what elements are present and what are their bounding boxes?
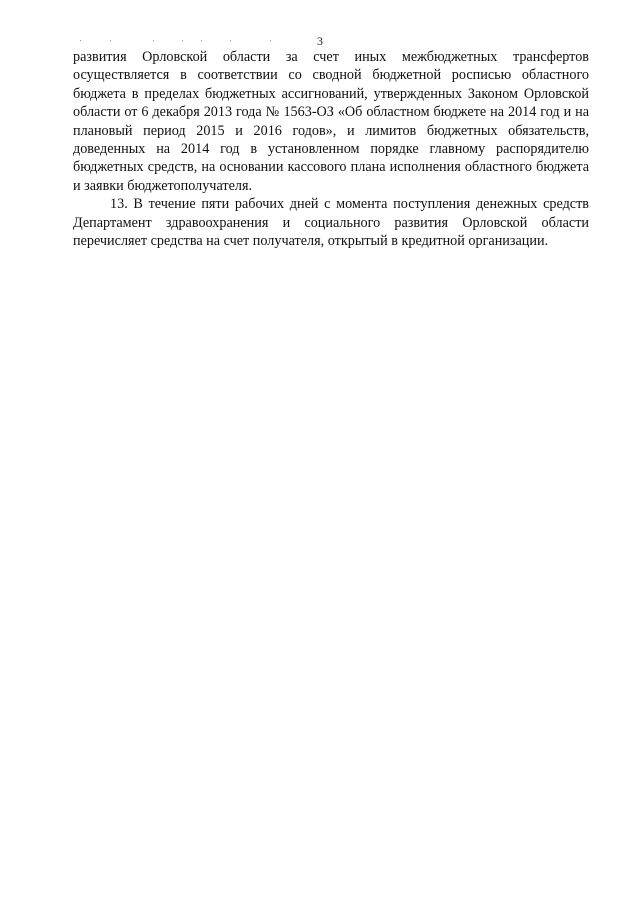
page-number: 3 <box>317 34 323 48</box>
paragraph-continuation: развития Орловской области за счет иных межбюджетных трансфертов осуществляется в соответствии со сводной бюджетной росписью областного бюджета в пределах бюджетных ассигнований, утвержденных Законом Орловской области от 6 декабря 2013 года № 1563-ОЗ «Об областном бюджете на 2014 год и на плановый период 2015 и 2016 годов», и лимитов бюджетных обязательств, доведенных на 2014 год в установленном порядке главному распорядителю бюджетных средств, на основании кассового плана исполнения областного бюджета и заявки бюджетополучателя. <box>73 49 589 194</box>
paragraph-item-13: 13. В течение пяти рабочих дней с момента поступления денежных средств Департамент здравоохранения и социального развития Орловской области перечисляет средства на счет получателя, открытый в кредитной организации. <box>73 196 589 250</box>
document-body <box>73 48 589 250</box>
